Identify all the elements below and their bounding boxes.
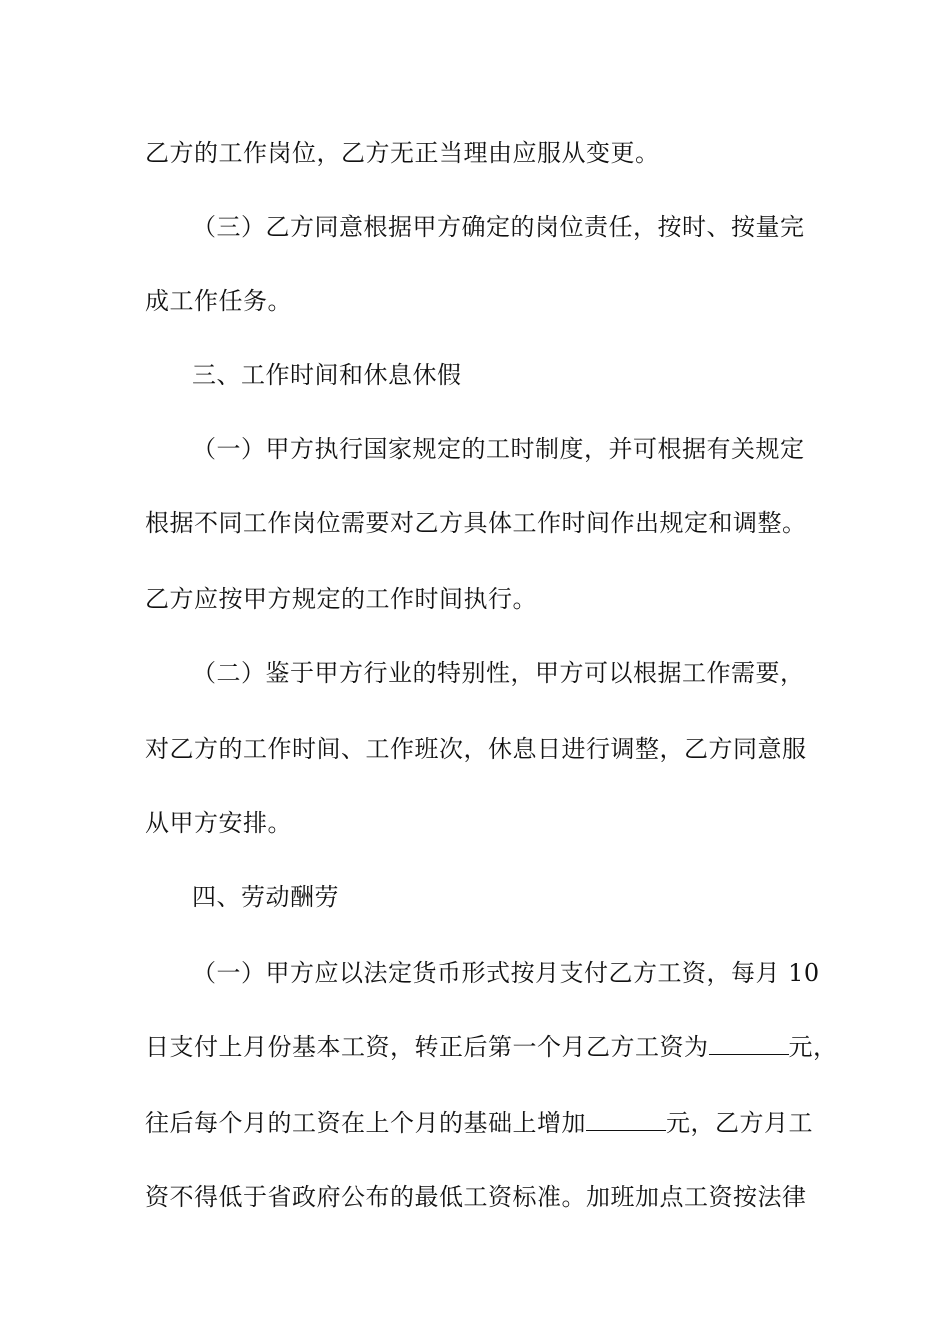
text-segment: 日支付上月份基本工资，转正后第一个月乙方工资为	[145, 1033, 709, 1061]
text-line: 根据不同工作岗位需要对乙方具体工作时间作出规定和调整。	[145, 509, 807, 537]
text-segment: 元，乙方月工	[666, 1109, 813, 1137]
increase-blank	[586, 1108, 666, 1131]
text-line: 资不得低于省政府公布的最低工资标准。加班加点工资按法律	[145, 1183, 807, 1211]
text-line: 乙方应按甲方规定的工作时间执行。	[145, 585, 537, 613]
text-line: （一）甲方执行国家规定的工时制度，并可根据有关规定	[192, 435, 805, 463]
text-line: （三）乙方同意根据甲方确定的岗位责任，按时、按量完	[192, 213, 805, 241]
text-line: 对乙方的工作时间、工作班次，休息日进行调整，乙方同意服	[145, 735, 807, 763]
text-line: 乙方的工作岗位，乙方无正当理由应服从变更。	[145, 139, 660, 167]
text-segment: 元，	[788, 1033, 838, 1061]
text-segment: 往后每个月的工资在上个月的基础上增加	[145, 1109, 586, 1137]
salary-blank	[709, 1032, 789, 1055]
text-line	[145, 1032, 838, 1062]
text-line: （一）甲方应以法定货币形式按月支付乙方工资，每月 10	[192, 959, 820, 987]
text-line: （二）鉴于甲方行业的特别性，甲方可以根据工作需要，	[192, 659, 805, 687]
text-line	[145, 1108, 825, 1138]
section-heading: 四、劳动酬劳	[192, 883, 339, 911]
text-line: 成工作任务。	[145, 287, 292, 315]
section-heading: 三、工作时间和休息休假	[192, 361, 462, 389]
text-line: 从甲方安排。	[145, 809, 292, 837]
